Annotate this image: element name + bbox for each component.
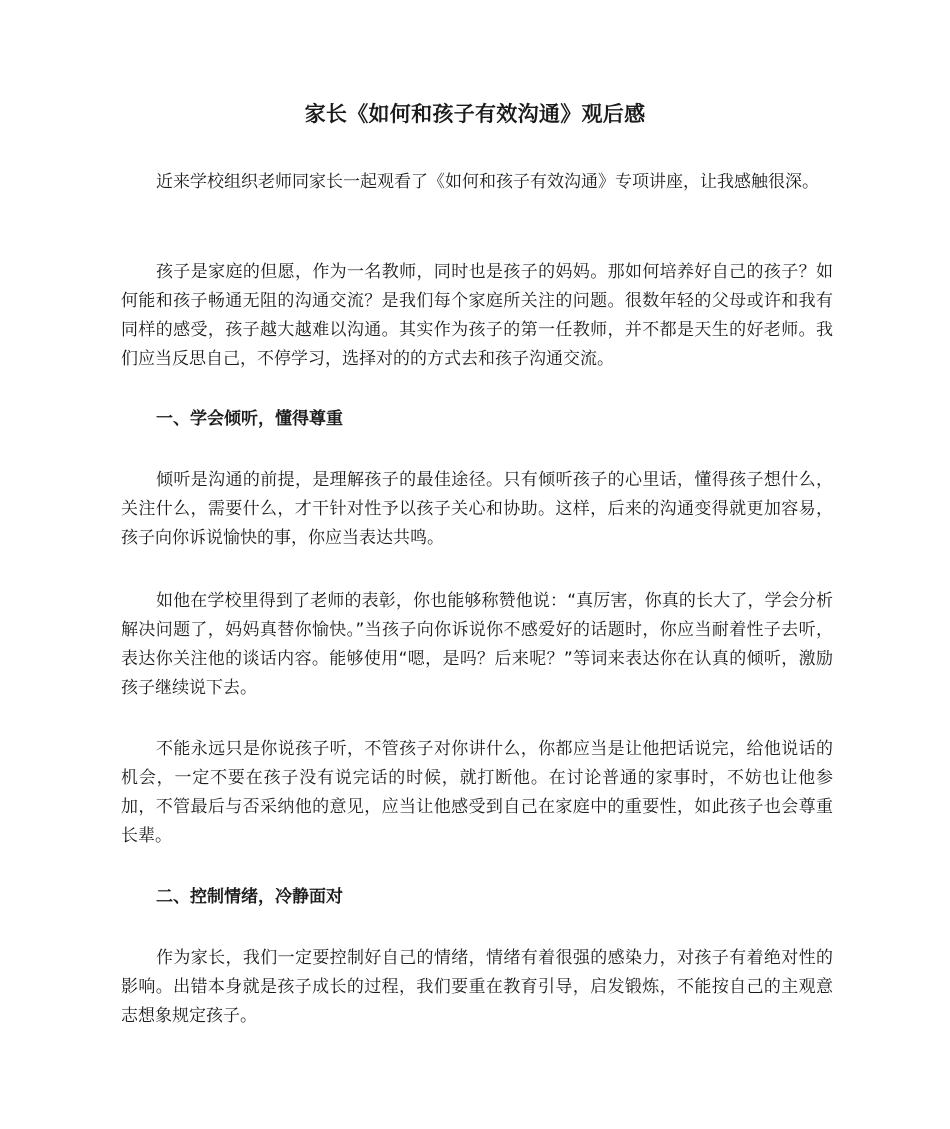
paragraph-background: 孩子是家庭的但愿，作为一名教师，同时也是孩子的妈妈。那如何培养好自己的孩子？如何能和孩子畅通无阻的沟通交流？是我们每个家庭所关注的问题。很数年轻的父母或许和我有同样的感受，孩子越大越难以沟通。其实作为孩子的第一任教师，并不都是天生的好老师。我们应当反思自己，不停学习，选择对的的方式去和孩子沟通交流。 xyxy=(121,262,833,369)
paragraph-listening: 倾听是沟通的前提，是理解孩子的最佳途径。只有倾听孩子的心里话，懂得孩子想什么，关注什么，需要什么，才干针对性予以孩子关心和协助。这样，后来的沟通变得就更加容易，孩子向你诉说愉快的事，你应当表达共鸣。 xyxy=(121,470,833,548)
paragraph-intro: 近来学校组织老师同家长一起观看了《如何和孩子有效沟通》专项讲座，让我感触很深。 xyxy=(156,172,819,192)
paragraph-respect: 不能永远只是你说孩子听，不管孩子对你讲什么，你都应当是让他把话说完，给他说话的机会，一定不要在孩子没有说完话的时候，就打断他。在讨论普通的家事时，不妨也让他参加，不管最后与否采纳他的意见，应当让他感受到自己在家庭中的重要性，如此孩子也会尊重长辈。 xyxy=(121,739,833,846)
section-heading-listening: 一、学会倾听，懂得尊重 xyxy=(156,409,343,429)
paragraph-praise: 如他在学校里得到了老师的表彰，你也能够称赞他说：“真厉害，你真的长大了，学会分析解决问题了，妈妈真替你愉快。”当孩子向你诉说你不感爱好的话题时，你应当耐着性子去听，表达你关注他的谈话内容。能够使用“嗯，是吗？后来呢？”等词来表达你在认真的倾听，激励孩子继续说下去。 xyxy=(121,591,833,698)
document-title: 家长《如何和孩子有效沟通》观后感 xyxy=(304,102,646,126)
section-heading-emotions: 二、控制情绪，冷静面对 xyxy=(156,887,343,907)
paragraph-emotions: 作为家长，我们一定要控制好自己的情绪，情绪有着很强的感染力，对孩子有着绝对性的影响。出错本身就是孩子成长的过程，我们要重在教育引导，启发锻炼，不能按自己的主观意志想象规定孩子。 xyxy=(121,948,833,1026)
